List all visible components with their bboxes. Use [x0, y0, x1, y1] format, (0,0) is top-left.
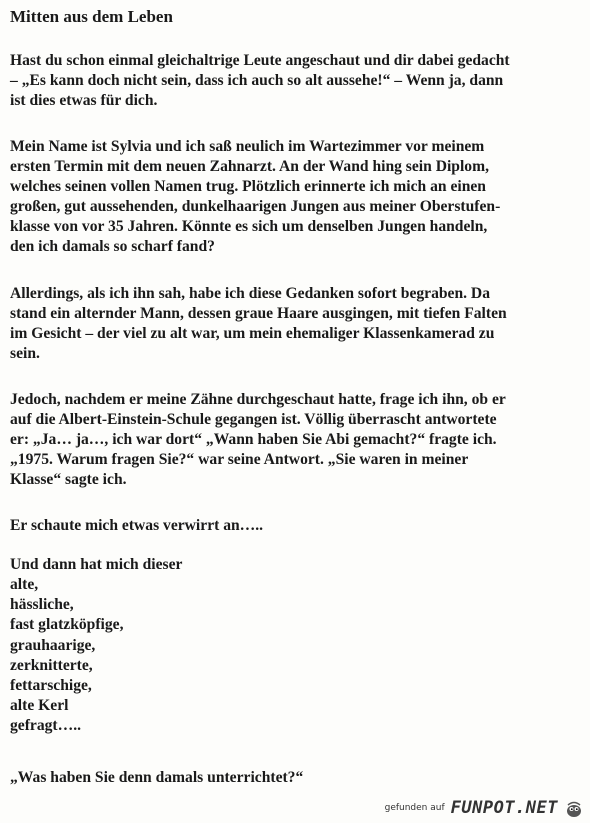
paragraph-allerdings: Allerdings, als ich ihn sah, habe ich diese Gedanken sofort begraben. Da stand ein alternder Mann, dessen graue Haare ausgingen, mit tiefen Falten im Gesicht – der viel zu alt war, um mein ehemaliger Klassenkamerad zu sein.	[10, 285, 507, 362]
list-item: alte,	[10, 576, 39, 593]
found-on-label: gefunden auf	[384, 803, 445, 813]
list-item: zerknitterte,	[10, 656, 93, 674]
list-item: alte Kerl	[10, 697, 69, 715]
paragraph-sylvia: Mein Name ist Sylvia und ich saß neulich im Wartezimmer vor meinem ersten Termin mit dem neuen Zahnarzt. An der Wand hing sein Diplom, welches seinen vollen Namen trug. Plötzlich erinnerte ich mich an einen großen, gut aussehenden, dunkelhaarigen Jungen aus meiner Oberstufen- klasse von vor 35 Jahren. Könnte es sich um denselben Jungen handeln, den ich damals so scharf fand?	[10, 138, 501, 255]
list-item: fast glatzköpfige,	[10, 616, 124, 634]
brand-logo-text[interactable]: FUNPOT.NET	[450, 798, 558, 818]
list-item: hässliche,	[10, 596, 74, 614]
adjective-list	[10, 575, 123, 737]
paragraph-jedoch: Jedoch, nachdem er meine Zähne durchgeschaut hatte, frage ich ihn, ob er auf die Albert-Einstein-Schule gegangen ist. Völlig überrascht antwortete er: „Ja… ja…, ich war dort“ „Wann haben Sie Abi gemacht?“ fragte ich. „1975. Warum fragen Sie?“ war seine Antwort. „Sie waren in meiner Klasse“ sagte ich.	[10, 391, 506, 488]
list-item: grauhaarige,	[10, 636, 96, 654]
paragraph-und-dann: Und dann hat mich dieser	[10, 556, 183, 573]
list-item: fettarschige,	[10, 677, 92, 695]
page-title: Mitten aus dem Leben	[10, 7, 173, 26]
list-item: gefragt…..	[10, 717, 82, 735]
paragraph-ending: „Was haben Sie denn damals unterrichtet?“	[10, 769, 304, 786]
paragraph-schaute: Er schaute mich etwas verwirrt an…..	[10, 517, 264, 534]
pot-mascot-icon	[564, 798, 584, 818]
watermark-footer[interactable]	[385, 797, 584, 819]
document-page	[10, 6, 582, 786]
paragraph-intro: Hast du schon einmal gleichaltrige Leute angeschaut und dir dabei gedacht – „Es kann doch nicht sein, dass ich auch so alt aussehe!“ – Wenn ja, dann ist dies etwas für dich.	[10, 52, 510, 109]
